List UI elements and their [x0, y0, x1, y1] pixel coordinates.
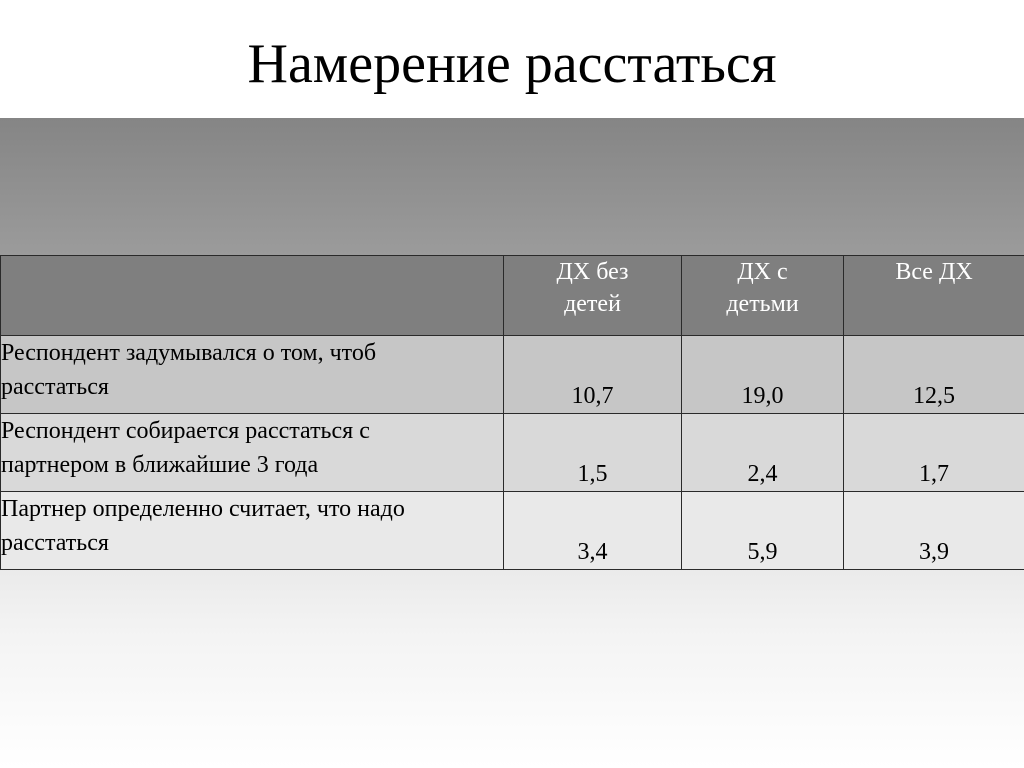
header-cell-empty	[1, 256, 504, 336]
row-label	[1, 336, 504, 414]
header-cell-all	[844, 256, 1024, 336]
row-label	[1, 492, 504, 570]
header-row	[1, 256, 1024, 336]
row-label-line: расстаться	[1, 374, 109, 400]
row-label-line: Респондент собирается расстаться с	[1, 418, 370, 444]
value-cell: 3,9	[844, 492, 1024, 570]
row-label-line: партнером в ближайшие 3 года	[1, 452, 319, 478]
header-line: ДХ с	[737, 259, 788, 285]
header-line: Все ДХ	[895, 259, 973, 285]
slide-title: Намерение расстаться	[247, 33, 777, 95]
table-row	[1, 492, 1024, 570]
header-cell-no-children	[504, 256, 682, 336]
row-label-line: расстаться	[1, 530, 109, 556]
value-cell: 3,4	[504, 492, 682, 570]
title-band	[0, 0, 1024, 118]
header-cell-with-children	[682, 256, 844, 336]
header-line: ДХ без	[556, 259, 629, 285]
data-table	[0, 255, 1024, 570]
row-label-line: Респондент задумывался о том, чтоб	[1, 340, 377, 366]
table-row	[1, 336, 1024, 414]
row-label-line: Партнер определенно считает, что надо	[1, 496, 405, 522]
header-line: детей	[564, 291, 621, 317]
value-cell: 1,7	[844, 414, 1024, 492]
value-cell: 2,4	[682, 414, 844, 492]
value-cell: 1,5	[504, 414, 682, 492]
row-label	[1, 414, 504, 492]
value-cell: 10,7	[504, 336, 682, 414]
value-cell: 12,5	[844, 336, 1024, 414]
table-row	[1, 414, 1024, 492]
value-cell: 19,0	[682, 336, 844, 414]
value-cell: 5,9	[682, 492, 844, 570]
header-line: детьми	[726, 291, 799, 317]
